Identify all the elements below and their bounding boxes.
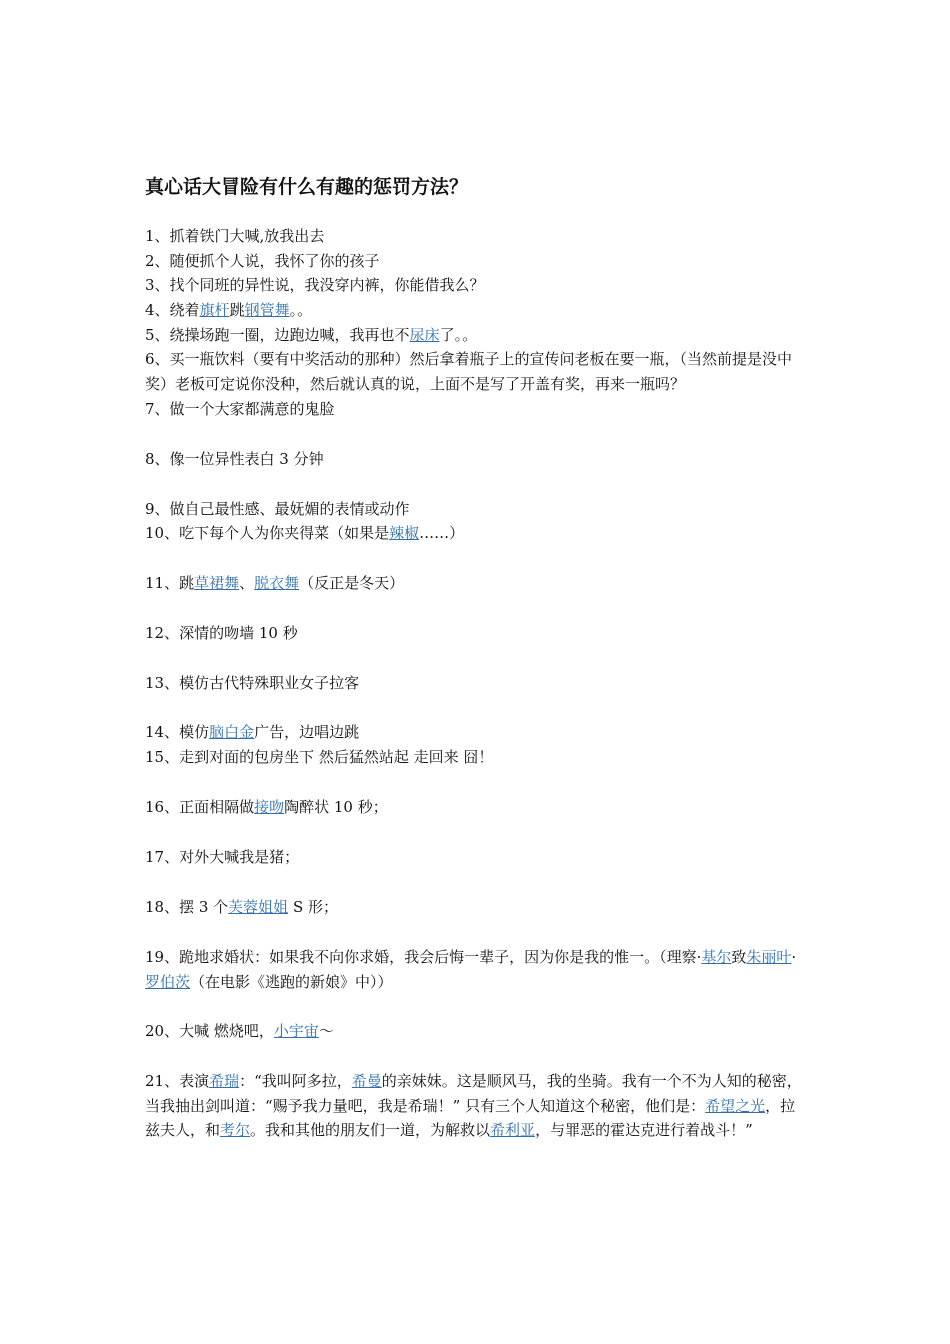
keyword-link[interactable]: 小宇宙 [273, 1022, 319, 1040]
list-item-19 [145, 945, 810, 994]
keyword-link[interactable]: 尿床 [409, 326, 440, 344]
keyword-link[interactable]: 辣椒 [389, 524, 420, 542]
list-item-11 [145, 571, 810, 596]
keyword-link[interactable]: 钢管舞 [244, 301, 290, 319]
item-text: 10、吃下每个人为你夹得菜（如果是 [145, 524, 390, 542]
list-item-12 [145, 621, 810, 646]
item-text: ～ [318, 1022, 334, 1040]
keyword-link[interactable]: 希瑞 [209, 1072, 240, 1090]
item-text: 13、模仿古代特殊职业女子拉客 [145, 674, 360, 692]
list-item-10 [145, 521, 810, 546]
item-text: 7、做一个大家都满意的鬼脸 [145, 400, 335, 418]
item-text: 。我和其他的朋友们一道，为解救以 [250, 1121, 491, 1139]
item-text: 20、大喊 燃烧吧， [145, 1022, 274, 1040]
list-item-6 [145, 347, 810, 396]
item-text: ，与罪恶的霍达克进行着战斗！” [535, 1121, 753, 1139]
item-text: 。。 [289, 301, 313, 319]
keyword-link[interactable]: 芙蓉姐姐 [228, 898, 289, 916]
list-item-21 [145, 1069, 810, 1143]
list-item-18 [145, 895, 810, 920]
item-text: 11、跳 [145, 574, 195, 592]
list-item-3 [145, 273, 810, 298]
item-text: 广告，边唱边跳 [254, 723, 360, 741]
item-text: · [791, 948, 797, 966]
list-item-2 [145, 249, 810, 274]
item-text: 8、像一位异性表白 3 分钟 [145, 450, 324, 468]
item-text: ：“我叫阿多拉， [239, 1072, 352, 1090]
keyword-link[interactable]: 希望之光 [705, 1096, 766, 1115]
list-item-9 [145, 497, 810, 522]
list-item-8 [145, 447, 810, 472]
keyword-link[interactable]: 基尔 [701, 948, 732, 966]
list-item-20 [145, 1019, 810, 1044]
item-text: （在电影《逃跑的新娘》中）） [190, 972, 393, 991]
item-text: 14、模仿 [145, 723, 210, 741]
item-text: 21、表演 [145, 1072, 210, 1090]
keyword-link[interactable]: 脱衣舞 [254, 574, 300, 592]
keyword-link[interactable]: 罗伯茨 [145, 972, 191, 991]
item-text: 致 [731, 948, 747, 966]
item-text: 19、跪地求婚状：如果我不向你求婚，我会后悔一辈子，因为你是我的惟一。（理察· [145, 948, 702, 966]
item-text: 、 [239, 574, 255, 592]
keyword-link[interactable]: 旗杆 [199, 301, 230, 319]
item-text: 陶醉状 10 秒； [284, 798, 388, 816]
list-item-5 [145, 323, 810, 348]
keyword-link[interactable]: 希利亚 [490, 1121, 536, 1139]
item-text: 3、找个同班的异性说，我没穿内裤，你能借我么？ [145, 276, 485, 294]
item-text: 12、深情的吻墙 10 秒 [145, 624, 298, 642]
list-item-16 [145, 795, 810, 820]
list-item-14 [145, 720, 810, 745]
list-item-1 [145, 224, 810, 249]
item-text: 跳 [229, 301, 245, 319]
document-title: 真心话大冒险有什么有趣的惩罚方法？ [145, 176, 469, 198]
item-text: 17、对外大喊我是猪； [145, 848, 300, 866]
keyword-link[interactable]: 希曼 [351, 1072, 382, 1090]
item-text: ，拉兹夫人，和 [145, 1096, 796, 1139]
list-item-4 [145, 298, 810, 323]
keyword-link[interactable]: 考尔 [220, 1121, 251, 1139]
item-text: 2、随便抓个人说，我怀了你的孩子 [145, 252, 380, 270]
item-text: 1、抓着铁门大喊,放我出去 [145, 227, 325, 245]
list-item-17 [145, 845, 810, 870]
list-item-13 [145, 671, 810, 696]
item-text: 16、正面相隔做 [145, 798, 255, 816]
item-text: 6、买一瓶饮料（要有中奖活动的那种）然后拿着瓶子上的宣传问老板在要一瓶，（当然前提是没中奖）老板可定说你没种，然后就认真的说，上面不是写了开盖有奖，再来一瓶吗？ [145, 350, 793, 393]
item-text: 9、做自己最性感、最妩媚的表情或动作 [145, 500, 410, 518]
list-item-15 [145, 745, 810, 770]
keyword-link[interactable]: 朱丽叶 [746, 948, 792, 966]
list-item-7 [145, 397, 810, 422]
item-text: 5、绕操场跑一圈，边跑边喊，我再也不 [145, 326, 410, 344]
item-text: 的亲妹妹。这是顺风马，我的坐骑。我有一个不为人知的秘密，当我抽出剑叫道：“赐予我力量吧，我是希瑞！” 只有三个人知道这个秘密，他们是： [145, 1072, 802, 1115]
item-text: S 形； [288, 898, 338, 916]
item-text: 15、走到对面的包房坐下 然后猛然站起 走回来 囧！ [145, 748, 494, 766]
keyword-link[interactable]: 接吻 [254, 798, 285, 816]
item-text: 4、绕着 [145, 301, 200, 319]
item-text: 18、摆 3 个 [145, 898, 229, 916]
keyword-link[interactable]: 草裙舞 [194, 574, 240, 592]
item-text: （反正是冬天） [299, 574, 405, 592]
item-text: 了。。 [439, 326, 478, 344]
item-text: ……） [419, 524, 465, 542]
keyword-link[interactable]: 脑白金 [209, 723, 255, 741]
